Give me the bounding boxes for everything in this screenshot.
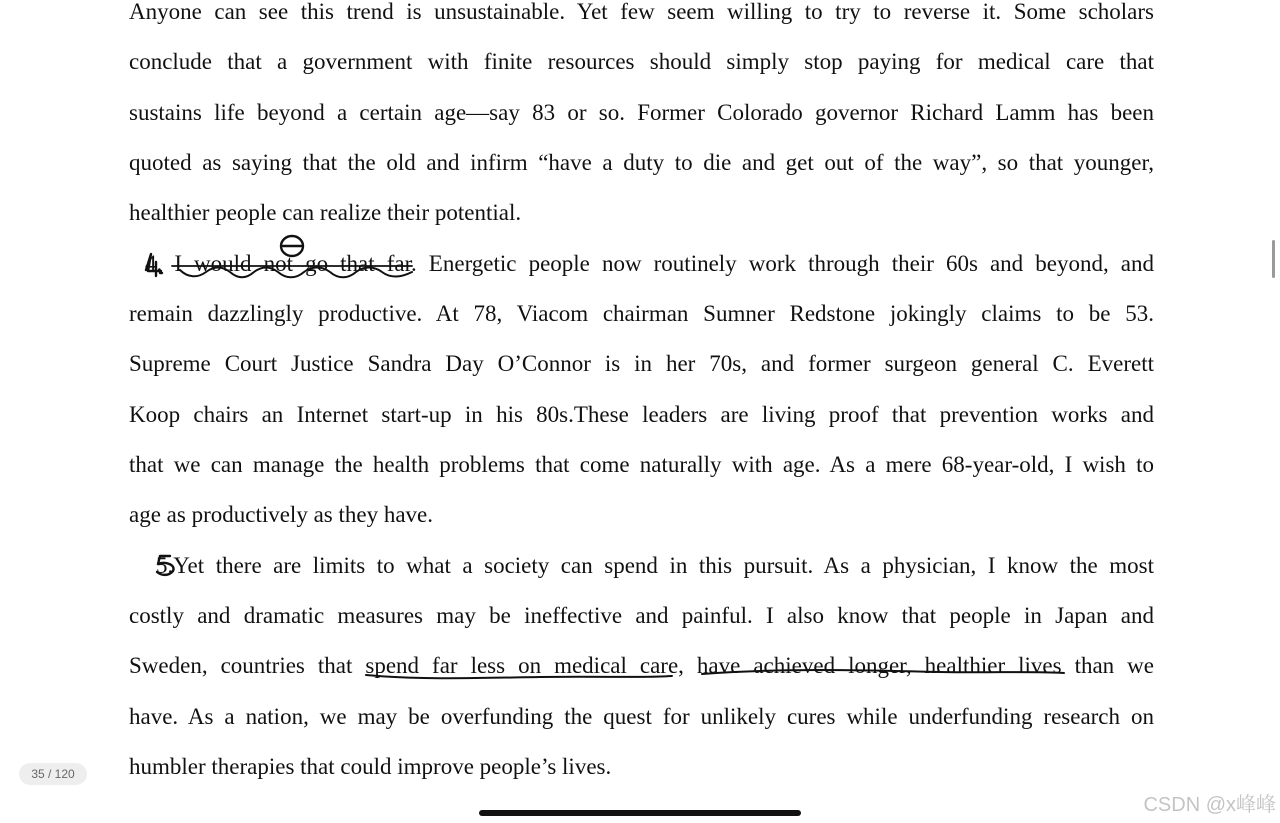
text-line: healthier people can realize their potential. — [129, 200, 522, 225]
text-line: age as productively as they have. — [129, 502, 433, 527]
text-line: Supreme Court Justice Sandra Day O’Connor is in her 70s, and former surgeon general C. Everett — [129, 351, 1154, 376]
text-line: have. As a nation, we may be overfunding the quest for unlikely cures while underfunding research on — [129, 704, 1154, 729]
text-line: 5.Yet there are limits to what a society can spend in this pursuit. As a physician, I know the most — [156, 553, 1154, 578]
home-indicator-bar[interactable] — [479, 810, 801, 816]
text-line: conclude that a government with finite resources should simply stop paying for medical care that — [129, 49, 1154, 74]
text-line: that we can manage the health problems that come naturally with age. As a mere 68-year-old, I wish to — [129, 452, 1154, 477]
text-line: 4. I would not go that far. Energetic people now routinely work through their 60s and beyond, and — [145, 251, 1154, 276]
text-line: Sweden, countries that spend far less on medical care, have achieved longer, healthier lives than we — [129, 653, 1154, 678]
scroll-indicator[interactable] — [1272, 240, 1275, 278]
text-line: sustains life beyond a certain age—say 83 or so. Former Colorado governor Richard Lamm has been — [129, 100, 1154, 125]
text-line: quoted as saying that the old and infirm “have a duty to die and get out of the way”, so that younger, — [129, 150, 1154, 175]
page-counter-badge: 35 / 120 — [19, 763, 87, 785]
text-line: remain dazzlingly productive. At 78, Viacom chairman Sumner Redstone jokingly claims to be 53. — [129, 301, 1154, 326]
text-line: Koop chairs an Internet start-up in his 80s.These leaders are living proof that prevention works and — [129, 402, 1154, 427]
watermark: CSDN @x峰峰 — [1143, 794, 1276, 816]
text-line: costly and dramatic measures may be ineffective and painful. I also know that people in Japan and — [129, 603, 1154, 628]
text-line: Anyone can see this trend is unsustainable. Yet few seem willing to try to reverse it. Some scholars — [129, 0, 1154, 24]
text-line: humbler therapies that could improve people’s lives. — [129, 754, 612, 779]
